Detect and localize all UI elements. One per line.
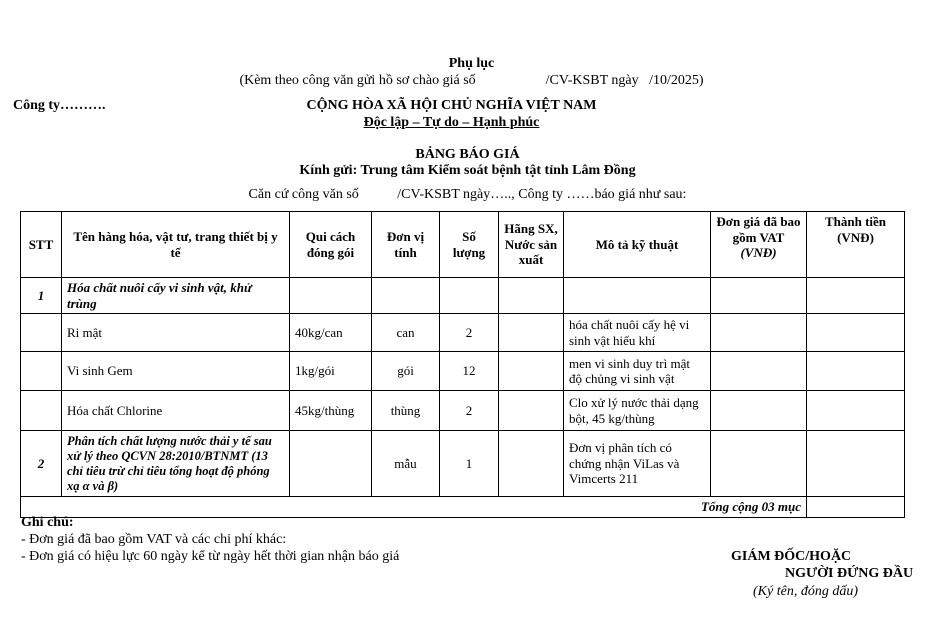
table-row	[21, 314, 905, 352]
row-unit	[372, 278, 440, 314]
row-qty: 12	[440, 352, 499, 391]
col-header-stt: STT	[21, 212, 62, 278]
basis-line: Căn cứ công văn số /CV-KSBT ngày….., Công ty ……báo giá như sau:	[248, 187, 687, 202]
row-total	[807, 278, 905, 314]
row-unit: can	[372, 314, 440, 352]
col-header-maker: Hãng SX, Nước sản xuất	[499, 212, 564, 278]
row-unit: gói	[372, 352, 440, 391]
row-name: Vi sinh Gem	[62, 352, 290, 391]
row-desc: men vi sinh duy trì mật độ chủng vi sinh vật	[564, 352, 711, 391]
row-total	[807, 391, 905, 431]
row-stt: 2	[21, 431, 62, 497]
unit-price-label: Đơn giá đã bao gồm VAT	[716, 214, 801, 245]
row-desc: Đơn vị phân tích có chứng nhận ViLas và Vimcerts 211	[564, 431, 711, 497]
row-unit-price	[711, 391, 807, 431]
col-header-desc: Mô tả kỹ thuật	[564, 212, 711, 278]
appendix-title: Phụ lục	[448, 56, 495, 71]
row-maker	[499, 278, 564, 314]
note-line: - Đơn giá đã bao gồm VAT và các chi phí khác:	[21, 532, 287, 547]
signature-title-line2: NGƯỜI ĐỨNG ĐẦU	[785, 566, 914, 581]
table-row	[21, 391, 905, 431]
row-qty: 2	[440, 314, 499, 352]
row-desc: Clo xử lý nước thải dạng bột, 45 kg/thùng	[564, 391, 711, 431]
row-maker	[499, 391, 564, 431]
row-pack: 1kg/gói	[290, 352, 372, 391]
row-stt	[21, 352, 62, 391]
quote-table	[20, 211, 905, 518]
row-maker	[499, 314, 564, 352]
col-header-name: Tên hàng hóa, vật tư, trang thiết bị y tế	[62, 212, 290, 278]
signature-title-line1: GIÁM ĐỐC/HOẶC	[731, 549, 852, 564]
note-line: - Đơn giá có hiệu lực 60 ngày kể từ ngày hết thời gian nhận báo giá	[21, 549, 400, 564]
table-header-row	[21, 212, 905, 278]
signature-note: (Ký tên, đóng dấu)	[753, 584, 858, 599]
nation-title: CỘNG HÒA XÃ HỘI CHỦ NGHĨA VIỆT NAM	[306, 98, 597, 113]
recipient-line: Kính gửi: Trung tâm Kiểm soát bệnh tật tỉnh Lâm Đồng	[299, 163, 636, 178]
notes-heading: Ghi chú:	[21, 515, 74, 530]
col-header-unit-price	[711, 212, 807, 278]
col-header-qty: Số lượng	[440, 212, 499, 278]
row-qty	[440, 278, 499, 314]
row-unit-price	[711, 278, 807, 314]
row-total	[807, 352, 905, 391]
table-row	[21, 352, 905, 391]
table-row	[21, 431, 905, 497]
row-unit-price	[711, 314, 807, 352]
table-row	[21, 278, 905, 314]
col-header-pack: Qui cách đóng gói	[290, 212, 372, 278]
col-header-total: Thành tiền (VNĐ)	[807, 212, 905, 278]
row-stt	[21, 391, 62, 431]
row-total	[807, 314, 905, 352]
total-row	[21, 497, 905, 518]
row-stt	[21, 314, 62, 352]
row-pack: 45kg/thùng	[290, 391, 372, 431]
row-desc	[564, 278, 711, 314]
row-unit: mẫu	[372, 431, 440, 497]
row-name: Hóa chất Chlorine	[62, 391, 290, 431]
row-desc: hóa chất nuôi cấy hệ vi sinh vật hiếu khí	[564, 314, 711, 352]
row-maker	[499, 431, 564, 497]
row-stt: 1	[21, 278, 62, 314]
row-maker	[499, 352, 564, 391]
row-name: Phân tích chất lượng nước thải y tế sau xử lý theo QCVN 28:2010/BTNMT (13 chỉ tiêu trừ chỉ tiêu tổng hoạt độ phóng xạ α và β)	[62, 431, 290, 497]
row-unit: thùng	[372, 391, 440, 431]
row-total	[807, 431, 905, 497]
row-pack	[290, 278, 372, 314]
company-name: Công ty……….	[13, 98, 106, 113]
col-header-unit: Đơn vị tính	[372, 212, 440, 278]
quote-title: BẢNG BÁO GIÁ	[415, 147, 520, 162]
row-pack: 40kg/can	[290, 314, 372, 352]
total-label: Tổng cộng 03 mục	[21, 497, 807, 518]
appendix-subtitle: (Kèm theo công văn gửi hồ sơ chào giá số /CV-KSBT ngày /10/2025)	[239, 73, 704, 88]
row-qty: 1	[440, 431, 499, 497]
row-name: Ri mật	[62, 314, 290, 352]
total-amount	[807, 497, 905, 518]
row-pack	[290, 431, 372, 497]
row-name: Hóa chất nuôi cấy vi sinh vật, khử trùng	[62, 278, 290, 314]
row-qty: 2	[440, 391, 499, 431]
unit-price-currency: (VNĐ)	[740, 245, 777, 261]
row-unit-price	[711, 431, 807, 497]
national-motto: Độc lập – Tự do – Hạnh phúc	[363, 115, 540, 130]
row-unit-price	[711, 352, 807, 391]
